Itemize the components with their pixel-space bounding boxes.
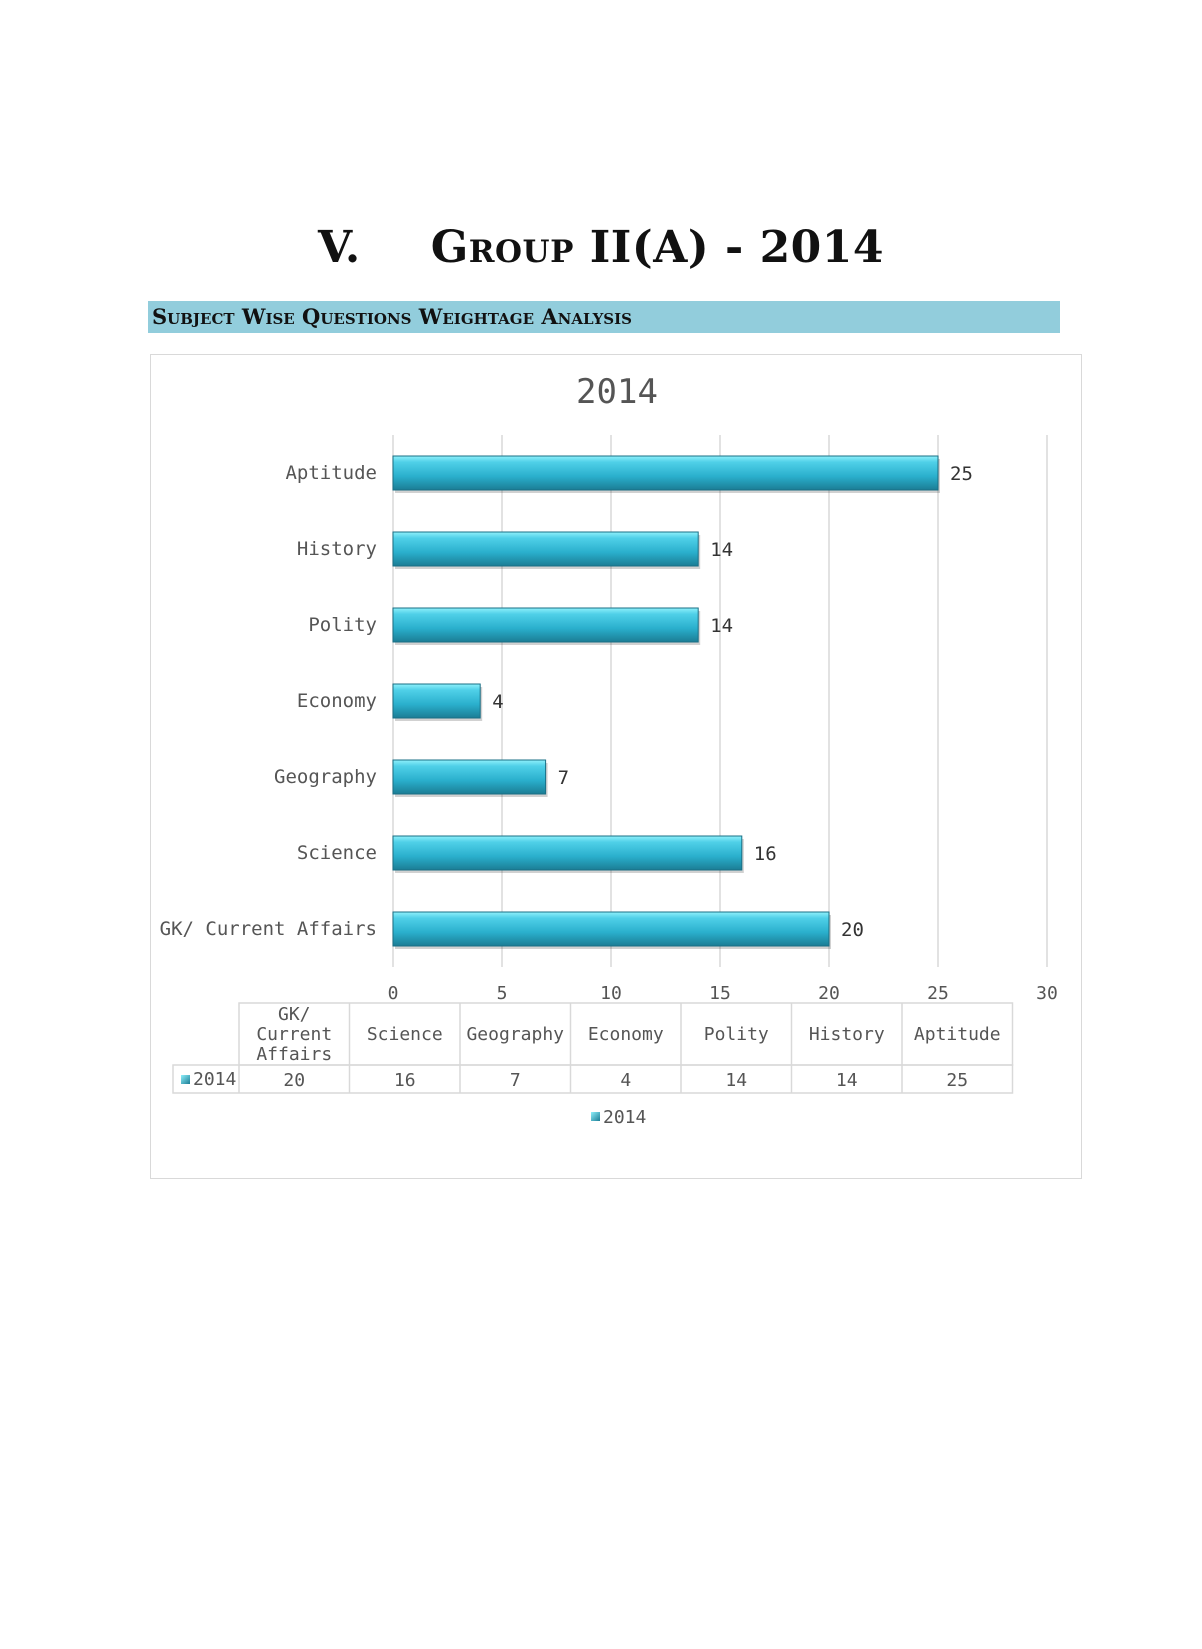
table-header-cell: History [808,1024,885,1045]
table-header-cell: Economy [587,1024,664,1045]
table-header-cell: GK/ [277,1004,311,1025]
x-tick-label: 25 [927,983,949,1004]
table-series-key [181,1075,190,1084]
x-tick-label: 30 [1036,983,1058,1004]
heading-title: Group II(A) - 2014 [430,222,885,273]
bar-chart [151,355,1080,1177]
category-label: Science [296,842,377,864]
category-label: History [296,538,377,560]
category-label: Geography [274,766,377,788]
data-label: 7 [557,767,570,789]
section-subheading: Subject Wise Questions Weightage Analysis [148,301,1060,333]
table-header-cell: Affairs [256,1044,333,1065]
data-label: 4 [492,691,504,713]
bars [393,456,940,949]
page-heading [0,222,1202,273]
table-value-cell: 4 [620,1070,632,1091]
bar-science [393,836,742,870]
bar-polity [393,608,698,642]
table-value-cell: 7 [509,1070,521,1091]
bar-aptitude [393,456,938,490]
table-header-cell: Science [366,1024,443,1045]
chart-title: 2014 [576,372,658,412]
table-value-cell: 20 [283,1070,306,1091]
data-label: 20 [841,919,864,941]
x-tick-label: 15 [709,983,731,1004]
data-table [173,1003,1013,1093]
data-label: 14 [710,615,734,637]
category-label: GK/ Current Affairs [159,918,377,940]
legend-key [591,1112,600,1121]
legend-label: 2014 [603,1107,647,1128]
category-label: Polity [308,614,377,636]
x-tick-label: 0 [387,983,399,1004]
bar-history [393,532,698,566]
data-label: 14 [710,539,734,561]
x-tick-label: 10 [600,983,622,1004]
legend [591,1107,646,1128]
category-label: Aptitude [285,462,377,484]
table-header-cell: Current [256,1024,333,1045]
data-label: 16 [753,843,777,865]
chart-frame [150,354,1082,1179]
category-label: Economy [296,690,377,712]
table-value-cell: 16 [393,1070,416,1091]
data-label: 25 [950,463,973,485]
heading-number: V. [317,222,361,273]
table-header-cell: Geography [466,1024,565,1045]
table-value-cell: 14 [835,1070,858,1091]
x-tick-label: 20 [818,983,840,1004]
table-value-cell: 25 [946,1070,969,1091]
table-header-cell: Polity [703,1024,769,1045]
grid-lines [393,435,1047,967]
x-tick-label: 5 [496,983,508,1004]
bar-geography [393,760,546,794]
table-header-cell: Aptitude [913,1024,1001,1045]
bar-economy [393,684,480,718]
table-series-name: 2014 [193,1069,237,1090]
table-value-cell: 14 [725,1070,748,1091]
bar-gk-current-affairs [393,912,829,946]
